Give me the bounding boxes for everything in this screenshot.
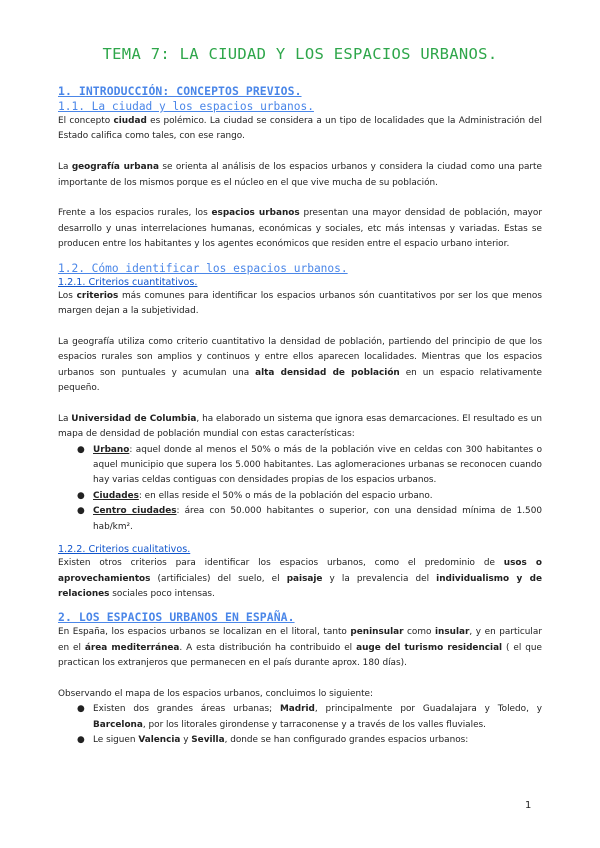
- subsubsection-heading-cualitativos: 1.2.2. Criterios cualitativos.: [58, 544, 191, 556]
- subsection-heading-ciudad: 1.1. La ciudad y los espacios urbanos.: [58, 100, 314, 113]
- subsubsection-heading-cuantitativos: 1.2.1. Criterios cuantitativos.: [58, 276, 198, 288]
- paragraph-criterios: Los criterios más comunes para identificar los espacios urbanos són cuantitativos por ser los que menos margen dejan a la subjetividad.: [58, 290, 542, 317]
- bullet-icon: ●: [77, 506, 85, 517]
- section-heading-introduccion: 1. INTRODUCCIÓN: CONCEPTOS PREVIOS.: [58, 84, 302, 98]
- list-item: ● Urbano: aquel donde al menos el 50% o más de la población vive en celdas con 300 habitantes o aquel municipio que supera los 5.000 habitantes. Las aglomeraciones urbanas se reconocen cuando hay varias celdas contiguas con densidades propias de los espacios urbanos.: [77, 444, 542, 486]
- paragraph-observando-mapa: Observando el mapa de los espacios urbanos, concluimos lo siguiente:: [58, 688, 374, 699]
- list-item: ● Centro ciudades: área con 50.000 habitantes o superior, con una densidad mínima de 1.500 hab/km².: [77, 506, 542, 532]
- paragraph-espacios-espana: En España, los espacios urbanos se localizan en el litoral, tanto peninsular como insular, y en particular en el área mediterránea. A esta distribución ha contribuido el auge del turismo residencial ( el que practican los extranjeros que permanecen en el país durante aprox. 180 días).: [58, 627, 542, 669]
- list-conclusiones: [58, 702, 542, 748]
- paragraph-espacios-urbanos: Frente a los espacios rurales, los espacios urbanos presentan una mayor densidad de población, mayor desarrollo y unas interrelaciones humanas, económicas y sociales, etc más intensas y variadas. Estas se producen entre los habitantes y los agentes económicos que residen entre el espacio urbano interior.: [58, 208, 543, 250]
- subsection-heading-identificar: 1.2. Cómo identificar los espacios urbanos.: [58, 261, 348, 275]
- bullet-icon: ●: [77, 735, 85, 746]
- document-title: TEMA 7: LA CIUDAD Y LOS ESPACIOS URBANOS.: [102, 45, 498, 63]
- bullet-icon: ●: [77, 490, 85, 501]
- paragraph-universidad-columbia: La Universidad de Columbia, ha elaborado un sistema que ignora esas demarcaciones. El resultado es un mapa de densidad de población mundial con estas características:: [58, 413, 542, 440]
- document-body: [58, 44, 542, 749]
- page-number: 1: [525, 800, 532, 811]
- paragraph-concepto-ciudad: El concepto ciudad es polémico. La ciudad se considera a un tipo de localidades que la Administración del Estado califica como tales, con ese rango.: [58, 116, 542, 142]
- bullet-icon: ●: [77, 444, 85, 455]
- section-heading-espana: 2. LOS ESPACIOS URBANOS EN ESPAÑA.: [58, 610, 295, 625]
- paragraph-geografia-urbana: La geografía urbana se orienta al análisis de los espacios urbanos y considera la ciudad como una parte importante de los mismos porque es el núcleo en el que vive mucha de su población.: [58, 162, 542, 188]
- bullet-icon: ●: [77, 704, 85, 715]
- list-item: ● Ciudades: en ellas reside el 50% o más de la población del espacio urbano.: [58, 489, 542, 504]
- paragraph-densidad-poblacion: La geografía utiliza como criterio cuantitativo la densidad de población, partiendo del principio de que los espacios rurales son amplios y continuos y entre ellos aparecen localidades. Mientras que los espacios urbanos son puntuales y acumulan una alta densidad de población en un espacio relativamente pequeño.: [58, 336, 542, 394]
- list-caracteristicas: [58, 443, 542, 535]
- list-item: ● Existen dos grandes áreas urbanas; Madrid, principalmente por Guadalajara y Toledo, y Barcelona, por los litorales girondense y tarraconense y a través de los valles fluviales.: [77, 704, 542, 730]
- paragraph-criterios-cualitativos: Existen otros criterios para identificar los espacios urbanos, como el predominio de usos o aprovechamientos (artificiales) del suelo, el paisaje y la prevalencia del individualismo y de relaciones sociales poco intensas.: [58, 558, 542, 599]
- list-item: ● Le siguen Valencia y Sevilla, donde se han configurado grandes espacios urbanos:: [58, 733, 542, 748]
